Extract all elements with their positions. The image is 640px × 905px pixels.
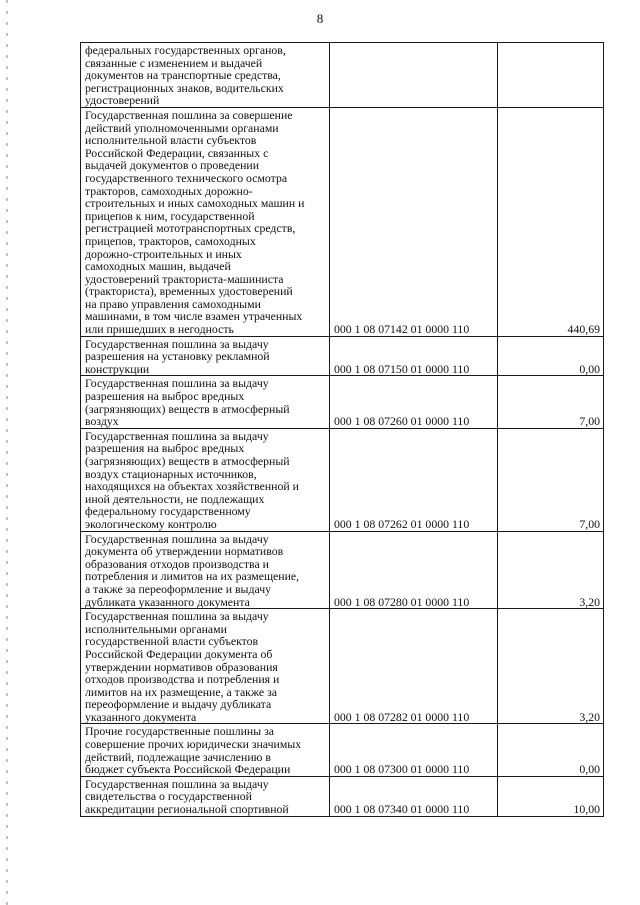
revenue-name-line: на право управления самоходными [85,296,261,311]
budget-classification-code [330,43,498,108]
revenue-name-line: самоходных машин, выдачей [85,259,231,274]
revenue-name-line: удостоверений [85,93,160,108]
revenue-name-line: утверждении нормативов образования [85,659,278,674]
amount-value: 3,20 [498,609,604,724]
page-number: 8 [316,11,324,26]
revenue-name-line: удостоверений тракториста-машиниста [85,271,284,286]
revenue-name-line: дубликата указанного документа [85,594,250,609]
amount-value: 7,00 [498,376,604,428]
budget-classification-code: 000 1 08 07280 01 0000 110 [330,531,498,609]
revenue-name-line: аккредитации региональной спортивной [85,802,289,817]
revenue-name-line: воздух [85,414,119,429]
budget-classification-code: 000 1 08 07300 01 0000 110 [330,724,498,776]
revenue-name-line: выдачей документов о проведении [85,158,260,173]
amount-value: 3,20 [498,531,604,609]
budget-classification-code: 000 1 08 07340 01 0000 110 [330,776,498,816]
revenue-name-line: указанного документа [85,709,197,724]
table-row [81,43,604,108]
revenue-table-body [81,43,604,817]
amount-value: 0,00 [498,724,604,776]
table-row [81,776,604,816]
revenue-name-line: государственной власти субъектов [85,634,259,649]
revenue-name-line: регистрацией мототранспортных средств, [85,221,296,236]
table-row [81,107,604,336]
revenue-name-line: (тракториста), временных удостоверений [85,284,293,299]
amount-value: 440,69 [498,107,604,336]
revenue-name-line: переоформление и выдачу дубликата [85,697,272,712]
revenue-name-line: Государственная пошлина за выдачу [85,609,269,624]
revenue-name-line: конструкции [85,361,150,376]
revenue-name-line: документов на транспортные средства, [85,68,281,83]
revenue-name-line: иной деятельности, не подлежащих [85,491,265,506]
revenue-name-line: федеральных государственных органов, [85,43,286,57]
table-row [81,336,604,376]
revenue-name-line: отходов производства и потребления и [85,672,280,687]
table-row [81,724,604,776]
revenue-name-line: Государственная пошлина за выдачу [85,376,269,391]
revenue-name-line: прицепов к ним, государственной [85,208,255,223]
revenue-name-line: Государственная пошлина за выдачу [85,776,269,791]
revenue-name-line: тракторов, самоходных дорожно- [85,183,253,198]
amount-value: 7,00 [498,428,604,531]
revenue-name-line: потребления и лимитов на их размещение, [85,569,300,584]
amount-value [498,43,604,108]
revenue-name-line: исполнительной власти субъектов [85,133,257,148]
revenue-name-line: строительных и иных самоходных машин и [85,196,305,211]
budget-classification-code: 000 1 08 07262 01 0000 110 [330,428,498,531]
revenue-name-line: документа об утверждении нормативов [85,544,284,559]
revenue-name-line: (загрязняющих) веществ в атмосферный [85,454,290,468]
table-row [81,428,604,531]
revenue-name-line: разрешения на выброс вредных [85,441,245,456]
revenue-name-line: разрешения на выброс вредных [85,389,245,404]
revenue-name-line: машинами, в том числе взамен утраченных [85,309,303,324]
revenue-name-line: образования отходов производства и [85,556,269,571]
revenue-name-line: действий, подлежащие зачислению в [85,749,271,764]
table-row [81,609,604,724]
revenue-name-line: связанные с изменением и выдачей [85,55,263,70]
revenue-name-line: находящихся на объектах хозяйственной и [85,479,299,494]
revenue-name-line: исполнительными органами [85,621,227,636]
revenue-name-line: регистрационных знаков, водительских [85,80,284,95]
revenue-name-line: Государственная пошлина за выдачу [85,428,269,443]
budget-classification-code: 000 1 08 07260 01 0000 110 [330,376,498,428]
revenue-name-line: лимитов на их размещение, а также за [85,684,277,699]
revenue-name-cell [81,776,330,816]
revenue-name-cell [81,724,330,776]
budget-classification-code: 000 1 08 07142 01 0000 110 [330,107,498,336]
table-row [81,531,604,609]
revenue-name-line: совершение прочих юридически значимых [85,737,302,752]
revenue-name-line: воздух стационарных источников, [85,466,257,481]
revenue-name-line: Государственная пошлина за выдачу [85,336,269,351]
revenue-name-line: бюджет субъекта Российской Федерации [85,762,291,777]
revenue-name-line: Государственная пошлина за выдачу [85,531,269,546]
revenue-name-line: (загрязняющих) веществ в атмосферный [85,401,290,416]
revenue-name-line: прицепов, тракторов, самоходных [85,233,256,248]
revenue-name-line: действий уполномоченными органами [85,120,279,135]
revenue-name-line: Российской Федерации, связанных с [85,145,269,160]
revenue-name-line: свидетельства о государственной [85,789,252,804]
revenue-name-cell [81,376,330,428]
revenue-name-cell [81,43,330,108]
revenue-table [80,42,604,817]
revenue-name-line: Государственная пошлина за совершение [85,107,293,122]
revenue-name-cell [81,609,330,724]
revenue-name-cell [81,428,330,531]
revenue-name-line: Прочие государственные пошлины за [85,724,274,739]
table-row [81,376,604,428]
revenue-name-line: экологическому контролю [85,516,217,531]
amount-value: 10,00 [498,776,604,816]
revenue-name-line: дорожно-строительных и иных [85,246,242,261]
revenue-name-line: или пришедших в негодность [85,322,234,337]
binding-edge-marks [6,0,8,905]
revenue-name-line: а также за переоформление и выдачу [85,581,272,596]
revenue-name-cell [81,531,330,609]
revenue-name-line: разрешения на установку рекламной [85,349,270,364]
revenue-name-line: государственного технического осмотра [85,170,288,185]
amount-value: 0,00 [498,336,604,376]
revenue-name-cell [81,107,330,336]
revenue-name-line: федеральному государственному [85,504,251,519]
budget-classification-code: 000 1 08 07150 01 0000 110 [330,336,498,376]
revenue-name-cell [81,336,330,376]
budget-classification-code: 000 1 08 07282 01 0000 110 [330,609,498,724]
revenue-name-line: Российской Федерации документа об [85,646,273,661]
